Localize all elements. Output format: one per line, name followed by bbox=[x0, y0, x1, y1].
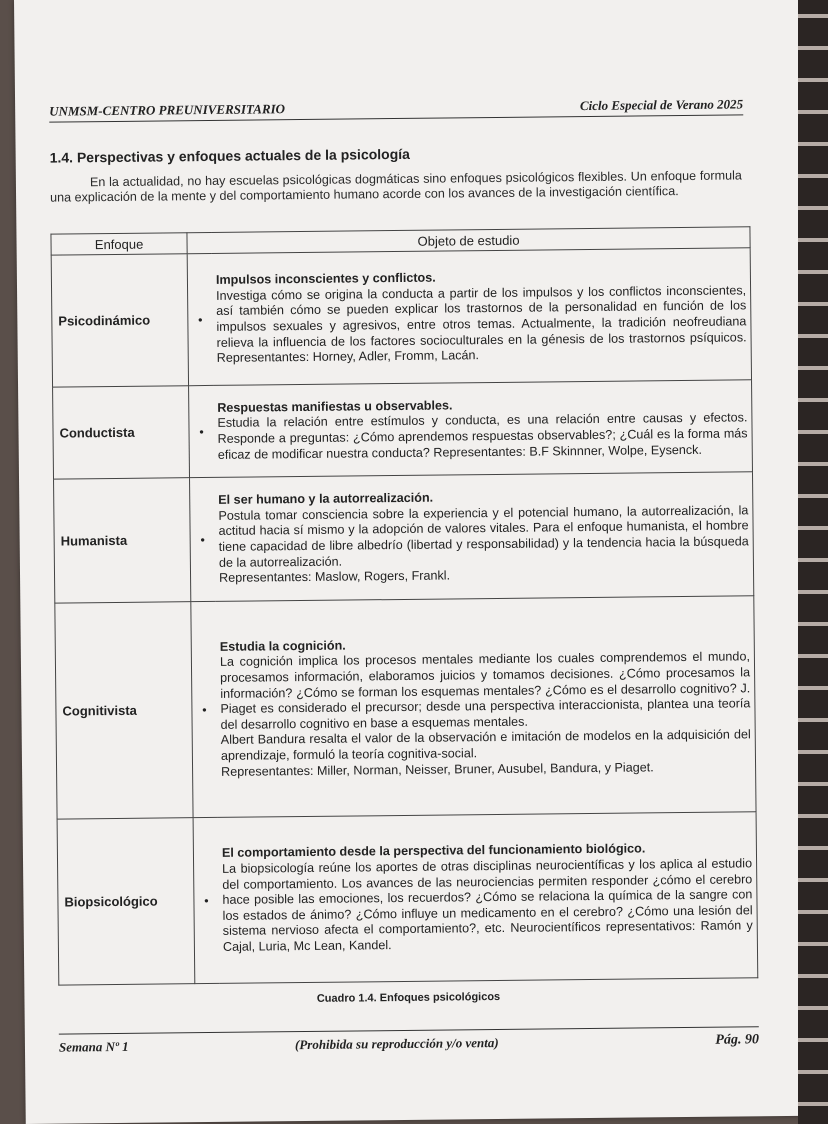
row-representatives: Representantes: Maslow, Rogers, Frankl. bbox=[218, 568, 451, 586]
table-row bbox=[54, 472, 754, 603]
row-description bbox=[212, 248, 752, 386]
row-subtitle: El ser humano y la autorrealización. bbox=[218, 490, 434, 508]
header-cycle: Ciclo Especial de Verano 2025 bbox=[579, 96, 744, 114]
header-objeto: Objeto de estudio bbox=[187, 227, 750, 254]
footer-week: Semana Nº 1 bbox=[58, 1038, 129, 1055]
table-row bbox=[53, 380, 753, 479]
header-enfoque: Enfoque bbox=[51, 233, 187, 255]
footer-notice: (Prohibida su reproducción y/o venta) bbox=[294, 1034, 499, 1053]
bullet: • bbox=[190, 477, 216, 601]
spiral-binding bbox=[798, 0, 828, 1124]
approaches-table bbox=[50, 226, 758, 985]
row-extra: Albert Bandura resalta el valor de la observación e imitación de modelos en la adquisición del aprendizaje, formuló la teoría cognitiva-social. bbox=[220, 727, 751, 763]
row-representatives: Representantes: Miller, Norman, Neisser, Bruner, Ausubel, Bandura, y Piaget. bbox=[221, 759, 654, 779]
row-description bbox=[215, 596, 756, 818]
row-description bbox=[213, 380, 752, 478]
bullet: • bbox=[193, 817, 219, 983]
bullet: • bbox=[191, 601, 218, 817]
row-subtitle: Impulsos inconscientes y conflictos. bbox=[215, 270, 436, 288]
row-text: La biopsicología reúne los aportes de otras disciplinas neurocientíficas y los aplica al estudio del comportamiento. Los avances de las neurociencias permiten responder ¿cómo el cerebro hace posible las emociones, los recuerdos? ¿Cómo se relaciona la química de la sangre con los estados de ánimo? ¿Cómo influye un medicamento en el cerebro? ¿Cómo una lesión del sistema nervioso afecta el comportamiento?, etc. Neurocientíficos representativos: Ramón y Cajal, Luria, Mc Lean, Kandel. bbox=[222, 856, 753, 954]
row-text: La cognición implica los procesos mentales mediante los cuales comprendemos el mundo, procesamos información, elaboramos juicios y tomamos decisiones. ¿Cómo procesamos la información? ¿Cómo se forman los esquemas mentales? ¿Cómo es el desarrollo cognitivo? J. Piaget es considerado el precursor; desde una perspectiva interaccionista, plantea una teoría del desarrollo cognitivo en base a esquemas mentales. bbox=[219, 649, 751, 732]
row-approach: Humanista bbox=[54, 478, 191, 603]
row-description bbox=[218, 812, 758, 984]
table-row bbox=[57, 812, 758, 985]
page-number: Pág. 90 bbox=[715, 1032, 760, 1048]
row-approach: Biopsicológico bbox=[57, 818, 195, 985]
row-approach: Conductista bbox=[53, 386, 190, 479]
row-text: Investiga cómo se origina la conducta a partir de los impulsos y los conflictos inconscientes, así también cómo se pueden explicar los trastornos de la personalidad en función de los impulsos sexuales y agresivos, entre otros temas. Actualmente, la tradición neofreudiana relieva la influencia de los factores socioculturales en la génesis de los trastornos psíquicos. Representantes: Horney, Adler, Fromm, Lacán. bbox=[216, 283, 747, 366]
row-text: Estudia la relación entre estímulos y conducta, es una relación entre causas y efectos. Responde a preguntas: ¿Cómo aprendemos respuestas observables?; ¿Cuál es la forma más eficaz de modificar nuestra conducta? Representantes: B.F Skinnner, Wolpe, Eysenck. bbox=[217, 410, 748, 462]
row-text: Postula tomar consciencia sobre la experiencia y el potencial humano, la autorrealización, la actitud hacia sí mismo y la adopción de valores vitales. Para el enfoque humanista, el hombre tiene capacidad de libre albedrío (libertad y responsabilidad) y la tendencia hacia la búsqueda de la autorrealización. bbox=[218, 503, 749, 570]
row-description bbox=[214, 472, 754, 602]
row-subtitle: Respuestas manifiestas u observables. bbox=[217, 398, 453, 415]
row-approach: Cognitivista bbox=[55, 602, 193, 819]
section-title: 1.4. Perspectivas y enfoques actuales de la psicología bbox=[49, 145, 410, 166]
document-page bbox=[14, 0, 812, 1124]
table-row bbox=[51, 248, 751, 387]
row-subtitle: El comportamiento desde la perspectiva del funcionamiento biológico. bbox=[221, 841, 646, 861]
page-footer bbox=[59, 1032, 759, 1059]
table-row bbox=[55, 596, 756, 819]
bullet: • bbox=[189, 385, 214, 477]
row-approach: Psicodinámico bbox=[51, 254, 188, 387]
row-subtitle: Estudia la cognición. bbox=[219, 638, 346, 654]
table-caption: Cuadro 1.4. Enfoques psicológicos bbox=[316, 990, 501, 1005]
header-institution: UNMSM-CENTRO PREUNIVERSITARIO bbox=[49, 101, 286, 119]
intro-paragraph: En la actualidad, no hay escuelas psicológicas dogmáticas sino enfoques psicológicos flexibles. Un enfoque formula una explicación de la mente y del comportamiento humano acorde con los avances de la investigación científica. bbox=[49, 168, 742, 205]
bullet: • bbox=[187, 253, 213, 385]
page-header bbox=[49, 96, 743, 122]
